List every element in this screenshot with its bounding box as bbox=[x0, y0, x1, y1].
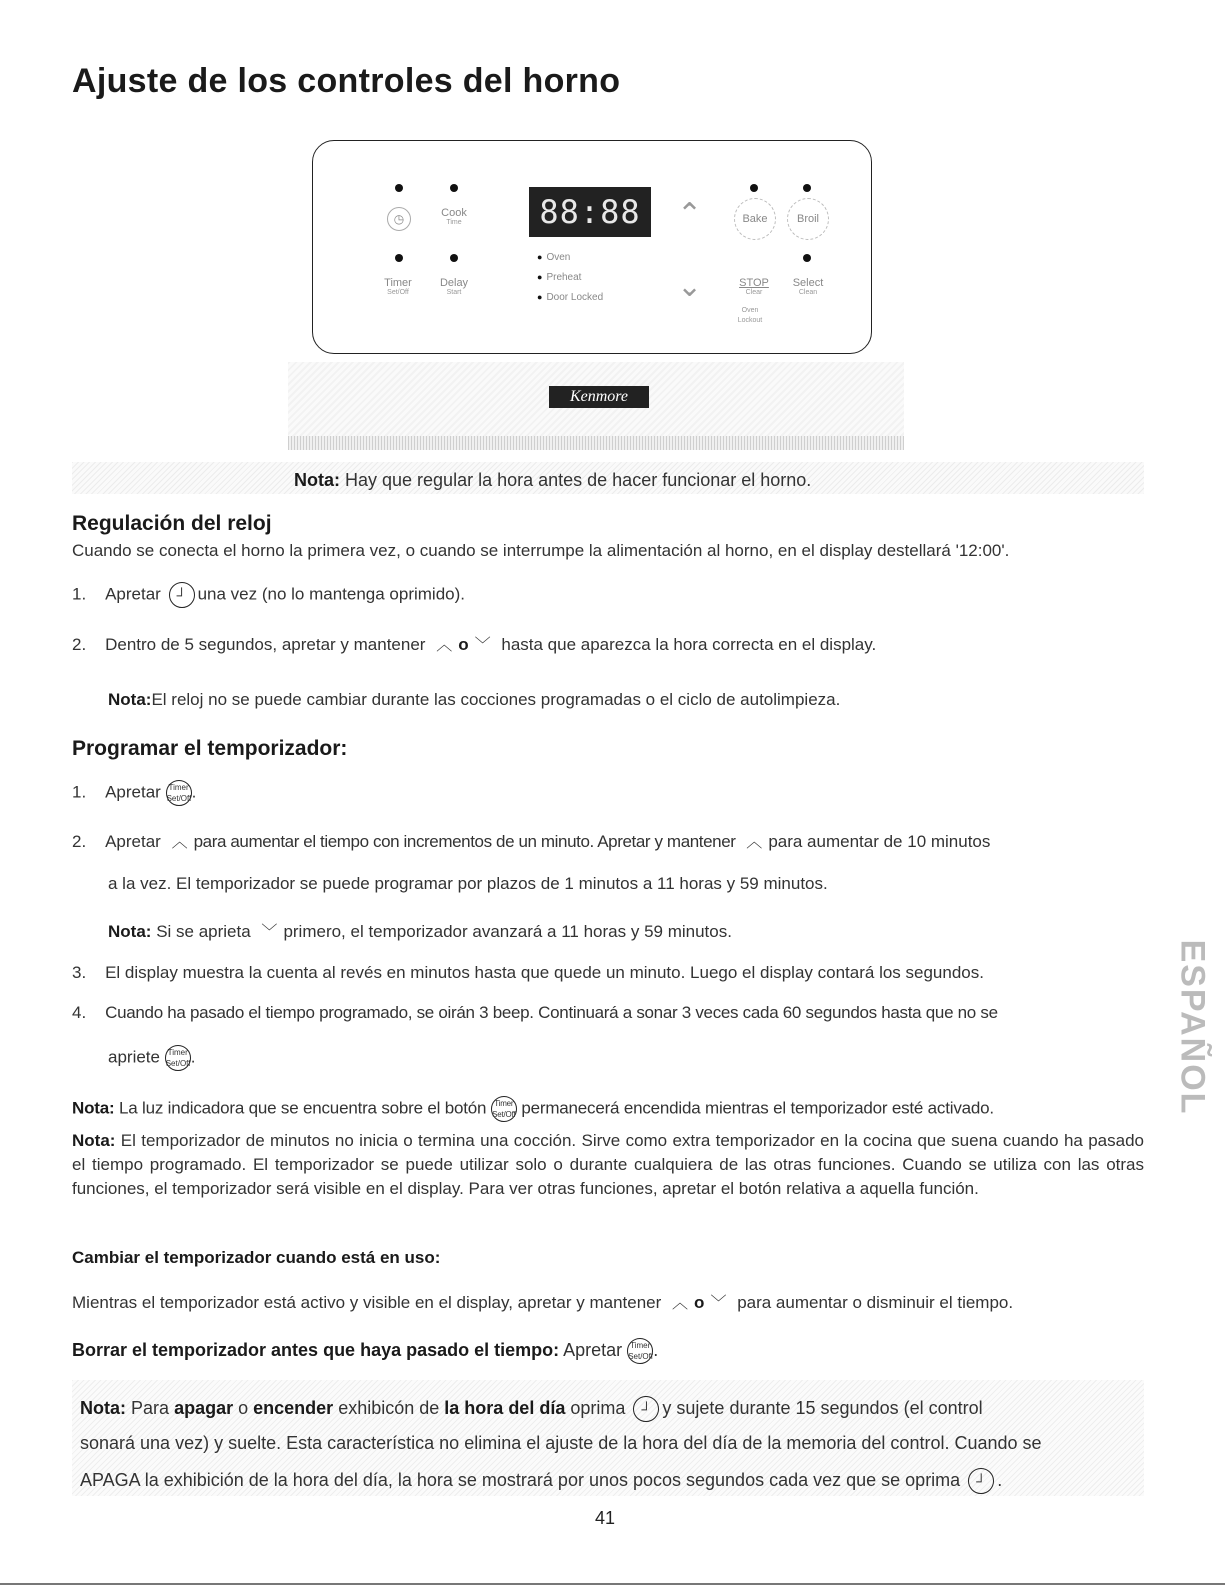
indicator-light bbox=[395, 184, 403, 192]
cook-time-key: Cook Time bbox=[441, 207, 467, 226]
bottom-note-line-3: APAGA la exhibición de la hora del día, la hora se mostrará por unos pocos segundos cada vez que se oprima ┘ . bbox=[80, 1468, 1002, 1494]
page-number: 41 bbox=[595, 1508, 616, 1528]
clock-step-1: 1. Apretar ┘ una vez (no lo mantenga oprimido). bbox=[72, 582, 465, 608]
oven-lockout-label: Oven Lockout bbox=[737, 307, 763, 324]
down-arrow-icon: ﹀ bbox=[474, 637, 491, 654]
indicator-light bbox=[803, 184, 811, 192]
preheat-indicator: ● Preheat bbox=[537, 272, 581, 283]
up-arrow-icon: ︿ bbox=[672, 1295, 689, 1312]
broil-key: Broil bbox=[787, 198, 829, 240]
language-side-tab: ESPAÑOL bbox=[1173, 939, 1212, 1116]
timer-step-2-note: Nota: Si se aprieta ﹀ primero, el temporizador avanzará a 11 horas y 59 minutos. bbox=[108, 919, 732, 942]
down-arrow-icon: ﹀ bbox=[261, 924, 278, 941]
up-arrow-icon: ︿ bbox=[171, 834, 188, 851]
timer-icon: Timer Set/Off bbox=[627, 1338, 653, 1364]
clock-heading: Regulación del reloj bbox=[72, 512, 272, 535]
timer-icon: Timer Set/Off bbox=[166, 780, 192, 806]
timer-step-3: 3. El display muestra la cuenta al revés en minutos hasta que quede un minuto. Luego el display contará los segundos. bbox=[72, 963, 984, 982]
down-arrow-icon: ⌄ bbox=[677, 270, 703, 303]
bottom-note-line-2: sonará una vez) y suelte. Esta característica no elimina el ajuste de la hora del día de la memoria del control. Cuando se bbox=[80, 1433, 1042, 1453]
door-locked-indicator: ● Door Locked bbox=[537, 292, 603, 303]
select-clean-key: Select Clean bbox=[792, 277, 824, 296]
timer-step-4: 4. Cuando ha pasado el tiempo programado, se oirán 3 beep. Continuará a sonar 3 veces cada 60 segundos hasta que no se bbox=[72, 1003, 998, 1022]
panel-band-edge bbox=[288, 436, 904, 450]
top-note: Nota: Hay que regular la hora antes de hacer funcionar el horno. bbox=[294, 470, 812, 490]
cancel-timer-text: Borrar el temporizador antes que haya pasado el tiempo: Apretar Timer Set/Off. bbox=[72, 1338, 658, 1364]
clock-key-icon: ◷ bbox=[387, 207, 411, 231]
indicator-light bbox=[803, 254, 811, 262]
down-arrow-icon: ﹀ bbox=[710, 1295, 727, 1312]
clock-icon: ┘ bbox=[633, 1396, 659, 1422]
timer-heading: Programar el temporizador: bbox=[72, 737, 348, 760]
timer-note-2: Nota: El temporizador de minutos no inicia o termina una cocción. Sirve como extra temporizador en la cocina que suena cuando ha pasado el tiempo programado. El temporizador se puede utilizar solo o durante cualquiera de las otras funciones. Cuando se utiliza con las otras funciones, el temporizador será visible en el display. Para ver otras funciones, apretar el botón relativa a aquella función. bbox=[72, 1131, 1144, 1198]
page-title: Ajuste de los controles del horno bbox=[72, 62, 621, 100]
timer-step-4-line-2: apriete Timer Set/Off. bbox=[108, 1045, 195, 1071]
indicator-light bbox=[750, 184, 758, 192]
timer-icon: Timer Set/Off bbox=[165, 1045, 191, 1071]
bottom-note-line-1: Nota: Para apagar o encender exhibicón de la hora del día oprima ┘ y sujete durante 15 segundos (el control bbox=[80, 1396, 983, 1422]
clock-icon: ┘ bbox=[968, 1468, 994, 1494]
clock-step-2: 2. Dentro de 5 segundos, apretar y mantener ︿ o ﹀ hasta que aparezca la hora correcta en el display. bbox=[72, 632, 876, 655]
timer-key: Timer Set/Off bbox=[384, 277, 412, 296]
timer-icon: Timer Set/Off bbox=[491, 1096, 517, 1122]
change-timer-text: Mientras el temporizador está activo y visible en el display, apretar y mantener ︿ o ﹀ para aumentar o disminuir el tiempo. bbox=[72, 1290, 1013, 1313]
timer-step-1: 1. Apretar Timer Set/Off. bbox=[72, 780, 196, 806]
panel-display: 88:88 bbox=[529, 187, 651, 237]
indicator-light bbox=[395, 254, 403, 262]
up-arrow-icon: ⌃ bbox=[677, 198, 703, 231]
indicator-light bbox=[450, 184, 458, 192]
timer-step-2-line-2: a la vez. El temporizador se puede programar por plazos de 1 minutos a 11 horas y 59 minutos. bbox=[108, 874, 828, 893]
timer-note-1: Nota: La luz indicadora que se encuentra sobre el botón Timer Set/Off permanecerá encendida mientras el temporizador esté activado. bbox=[72, 1096, 994, 1122]
clock-note: Nota:El reloj no se puede cambiar durante las cocciones programadas o el ciclo de autolimpieza. bbox=[108, 690, 841, 709]
oven-indicator: ● Oven bbox=[537, 252, 570, 263]
clock-icon: ┘ bbox=[169, 582, 195, 608]
control-panel bbox=[312, 140, 872, 354]
clock-intro: Cuando se conecta el horno la primera vez, o cuando se interrumpe la alimentación al horno, en el display destellará '12:00'. bbox=[72, 541, 1010, 560]
change-timer-heading: Cambiar el temporizador cuando está en uso: bbox=[72, 1248, 441, 1267]
bake-key: Bake bbox=[734, 198, 776, 240]
up-arrow-icon: ︿ bbox=[436, 637, 453, 654]
delay-key: Delay Start bbox=[439, 277, 469, 296]
up-arrow-icon: ︿ bbox=[746, 834, 763, 851]
indicator-light bbox=[450, 254, 458, 262]
stop-clear-key: STOP Clear bbox=[739, 277, 769, 296]
brand-logo: Kenmore bbox=[549, 386, 649, 408]
timer-step-2: 2. Apretar ︿ para aumentar el tiempo con incrementos de un minuto. Apretar y mantener ︿ para aumentar de 10 minutos bbox=[72, 829, 990, 852]
